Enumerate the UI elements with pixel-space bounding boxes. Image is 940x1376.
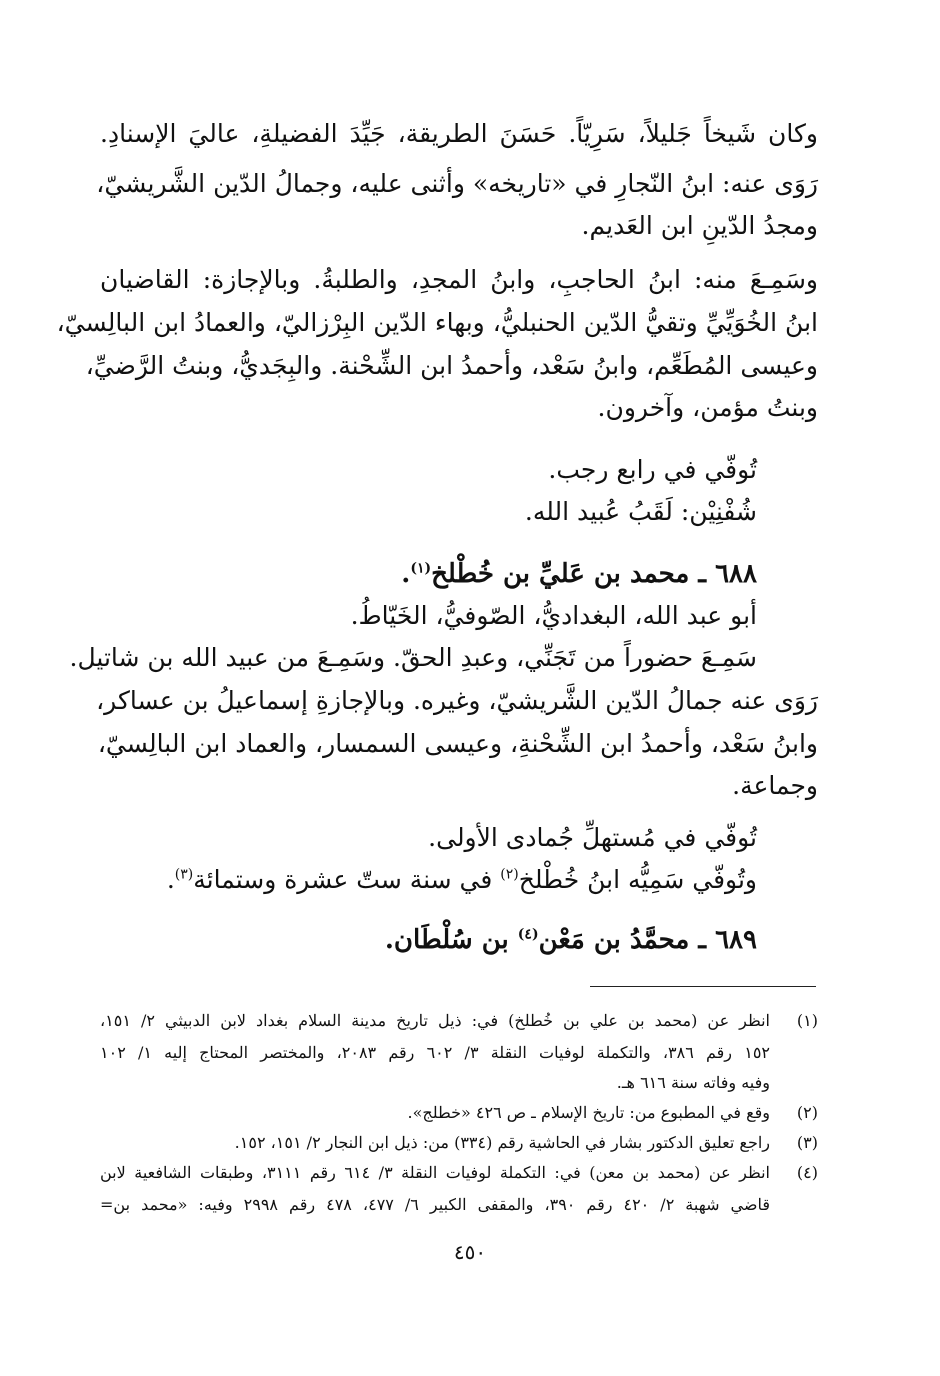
footnote-number: (٣) [796, 1133, 818, 1152]
footnote-ref: (٤) [517, 926, 539, 943]
body-line: تُوفّي في مُستهلِّ جُمادى الأولى. [428, 823, 757, 852]
footnote-line: ١٥٢ رقم ٣٨٦، والتكملة لوفيات النقلة ٣/ ٦٠٢ رقم ٢٠٨٣، والمختصر المحتاج إليه ١/ ١٠٢ [100, 1043, 771, 1062]
entry-heading-689: ٦٨٩ ـ محمَّدُ بن مَعْن$^{(٤)}$ بن سُلْطَان. [384, 925, 757, 955]
entry-heading-688: ٦٨٨ ـ محمد بن عَليِّ بن خُطْلخ$^{(١)}$. [401, 559, 757, 589]
body-line: أبو عبد الله، البغداديُّ، الصّوفيُّ، الخَيّاطُ. [350, 601, 757, 630]
body-line: وبنتُ مؤمن، وآخرون. [597, 393, 818, 422]
footnote-line: انظر عن (محمد بن معن) في: التكملة لوفيات النقلة ٣/ ٦١٤ رقم ٣١١١، وطبقات الشافعية لابن [100, 1163, 770, 1182]
body-line: وتُوفّي سَمِيُّه ابنُ خُطْلخ$^{(٢)}$ في سنة ستّ عشرة وستمائة$^{(٣)}$. [166, 865, 757, 894]
footnote-ref: (١) [410, 560, 432, 577]
body-line: وابنُ سَعْد، وأحمدُ ابن الشِّحْنةِ، وعيسى السمسار، والعماد ابن البالِسيّ، [97, 729, 818, 758]
body-line: شُفْنِيْن: لَقَبُ عُبيد الله. [524, 497, 757, 526]
footnote-number: (٤) [796, 1163, 818, 1182]
body-line: وسَمِـعَ منه: ابنُ الحاجبِ، وابنُ المجدِ، والطلبةُ. وبالإجازة: القاضيان [100, 265, 818, 294]
footnote-line: وفيه وفاته سنة ٦١٦ هـ. [616, 1073, 770, 1092]
footnote-divider [590, 986, 816, 987]
body-line: وكان شَيخاً جَليلاً، سَرِيّاً. حَسَنَ الطريقة، جَيِّدَ الفضيلةِ، عاليَ الإسنادِ. [100, 119, 818, 148]
footnote-line: قاضي شهبة ٢/ ٤٢٠ رقم ٣٩٠، والمقفى الكبير ٦/ ٤٧٧، ٤٧٨ رقم ٢٩٩٨ وفيه: «محمد بن= [100, 1195, 770, 1214]
body-line: وعيسى المُطَعِّم، وابنُ سَعْد، وأحمدُ ابن الشِّحْنة. والبِجَديُّ، وبنتُ الرَّضيِّ، [85, 351, 818, 380]
footnote-line: وقع في المطبوع من: تاريخ الإسلام ـ ص ٤٢٦ «خطلج». [407, 1103, 770, 1122]
footnote-ref: (٣) [174, 866, 194, 883]
body-line: وجماعة. [732, 771, 818, 800]
entry-heading-text: ٦٨٨ ـ محمد بن عَليِّ بن خُطْلخ [431, 559, 757, 589]
body-line: رَوَى عنه جمالُ الدّين الشَّريشيّ، وغيره. وبالإجازةِ إسماعيلُ بن عساكر، [96, 686, 818, 715]
body-line: تُوفّي في رابع رجب. [548, 455, 757, 484]
page-number: ٤٥٠ [453, 1240, 487, 1264]
footnote-number: (١) [796, 1011, 818, 1030]
body-line: ومجدُ الدّينِ ابن العَديم. [581, 211, 818, 240]
footnote-number: (٢) [796, 1103, 818, 1122]
footnote-line: انظر عن (محمد بن علي بن خُطلخ) في: ذيل تاريخ مدينة السلام بغداد لابن الدبيثي ٢/ ١٥١، [100, 1011, 771, 1030]
body-line: ابنُ الخُوَيِّيِّ وتقيُّ الدّين الحنبليُّ، وبهاء الدّين البِرْزاليّ، والعمادُ ابن البالِسيّ، [56, 308, 818, 337]
body-line: سَمِـعَ حضوراً من تَجَنِّي، وعبدِ الحقّ. وسَمِـعَ من عبيد الله بن شاتيل. [69, 643, 757, 672]
footnote-line: راجع تعليق الدكتور بشار في الحاشية رقم (٣٣٤) من: ذيل ابن النجار ٢/ ١٥١، ١٥٢. [234, 1133, 770, 1152]
body-line: رَوَى عنه: ابنُ النّجارِ في «تاريخه» وأثنى عليه، وجمالُ الدّين الشَّريشيّ، [96, 169, 818, 198]
footnote-ref: (٢) [500, 866, 519, 883]
